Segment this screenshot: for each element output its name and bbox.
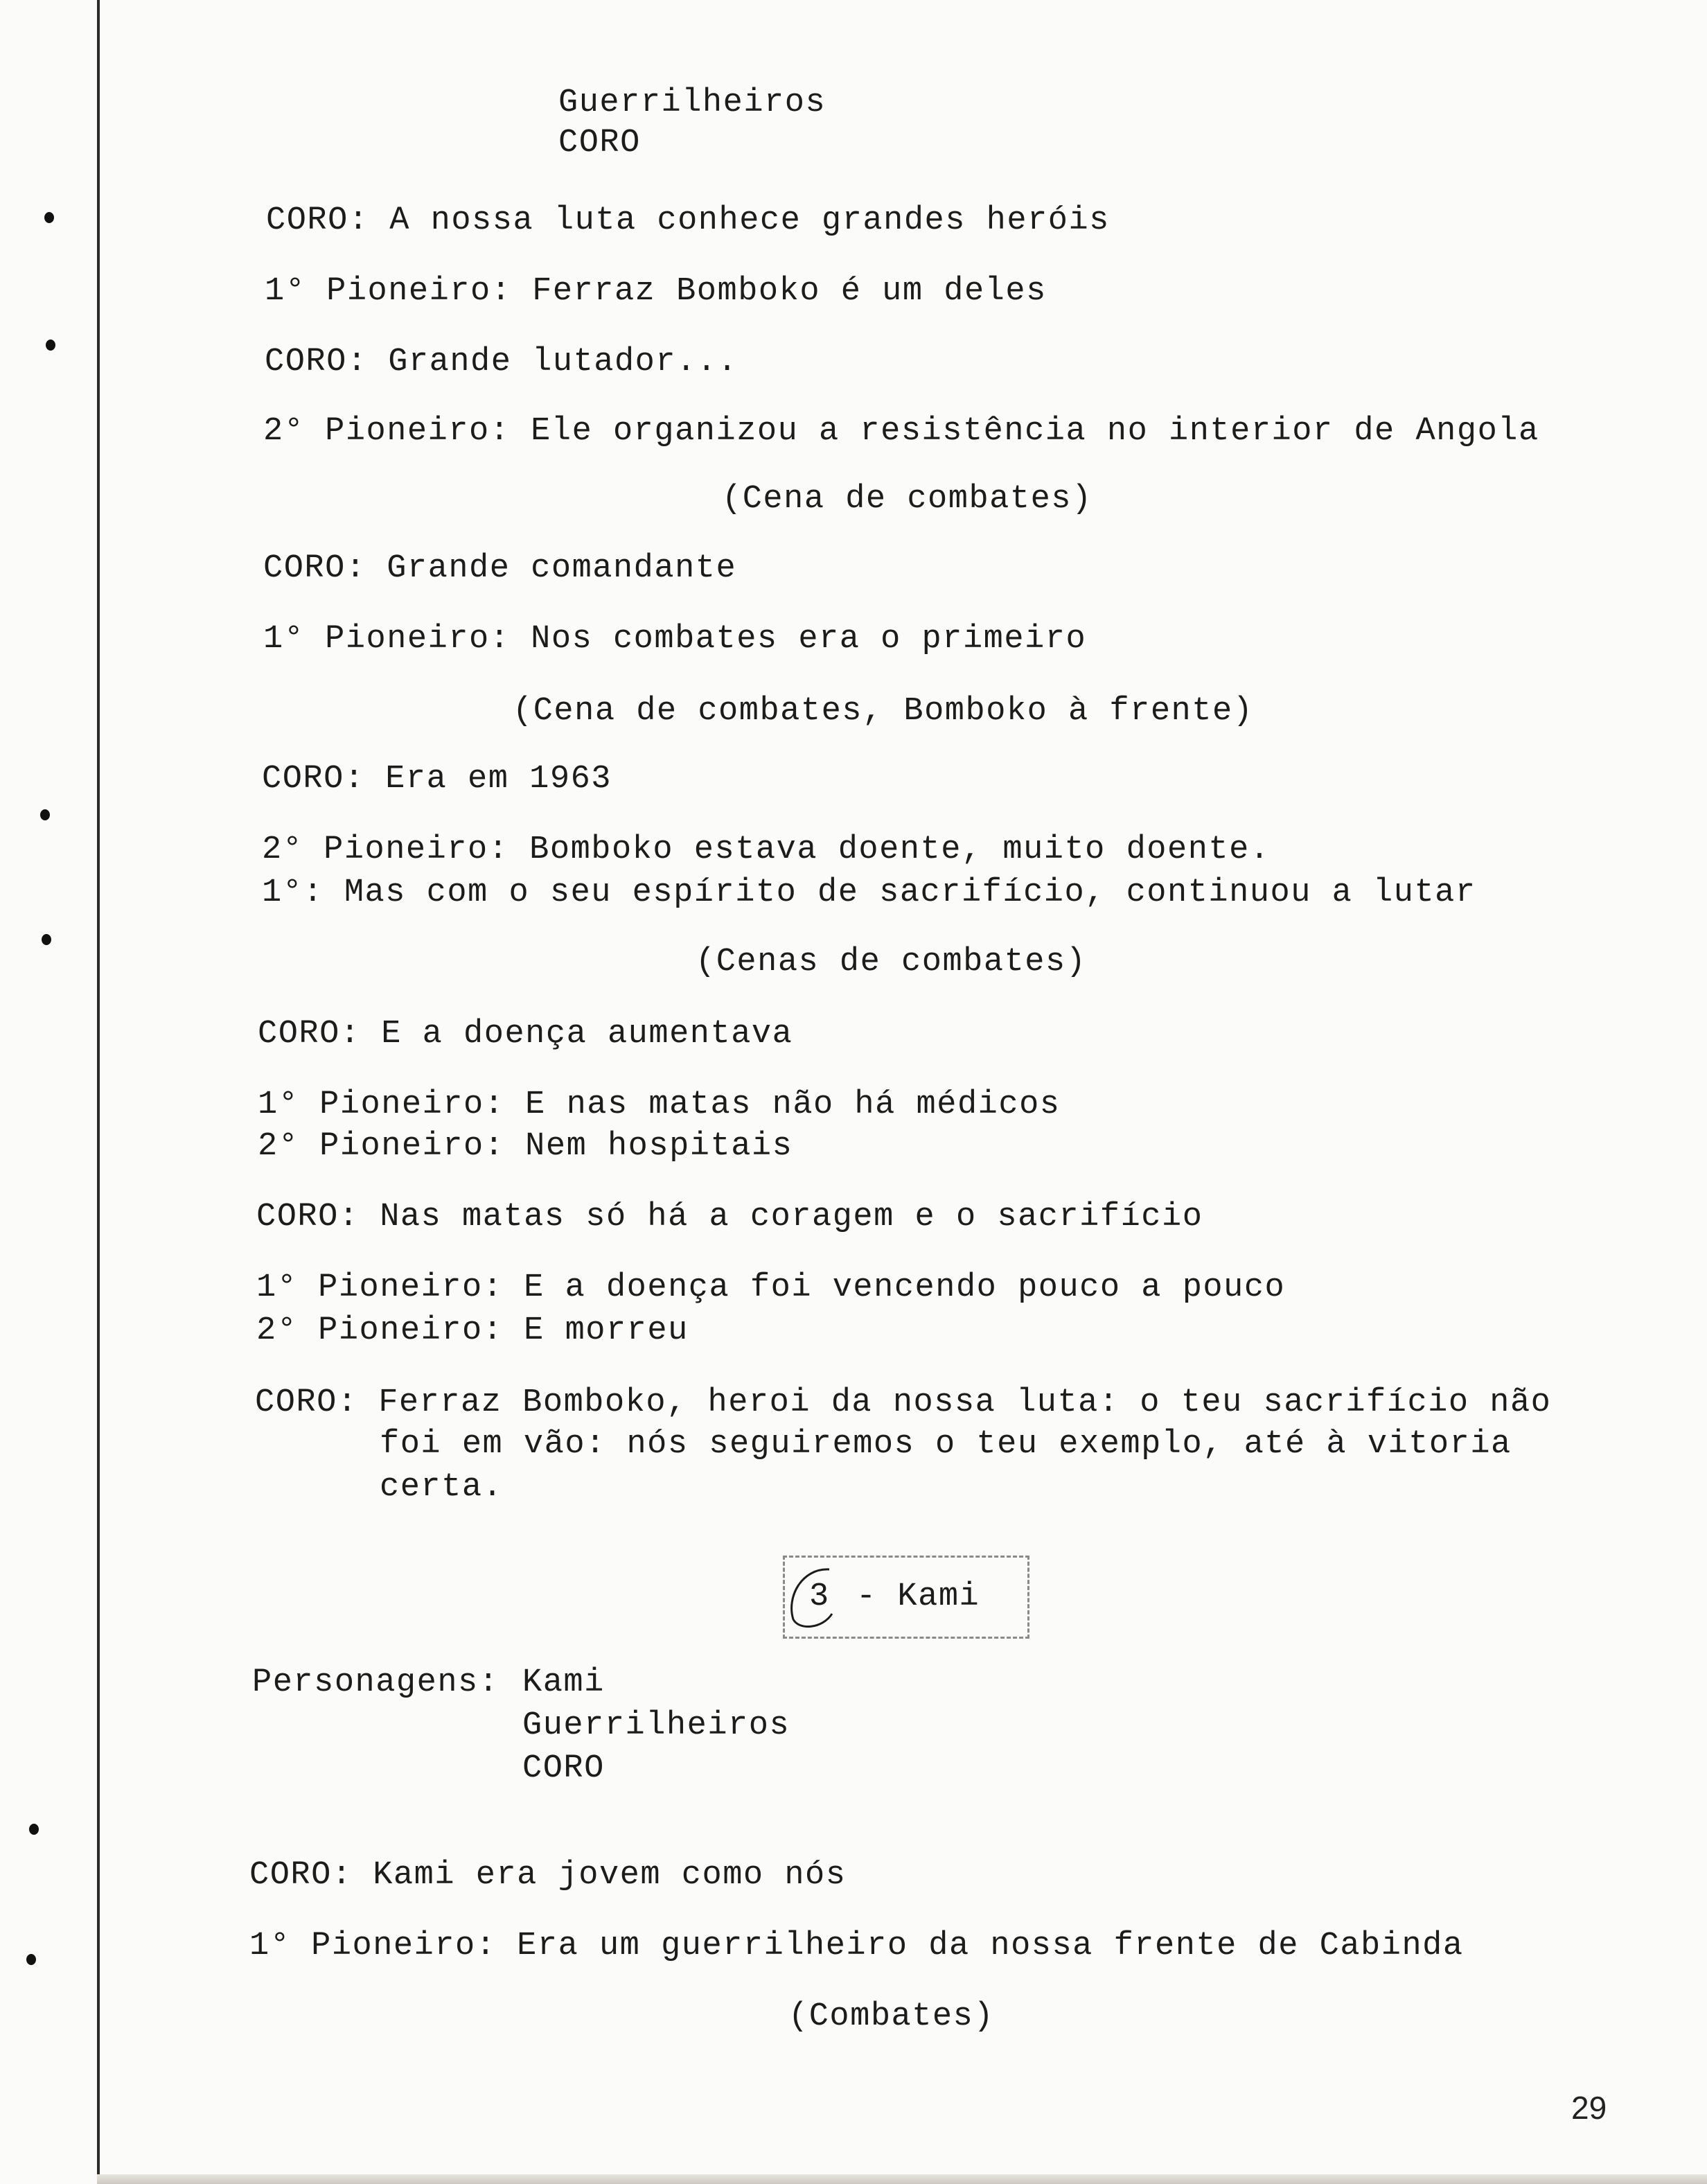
dialogue-line: 2° Pioneiro: Nem hospitais — [258, 1128, 793, 1165]
dialogue-line: CORO: E a doença aumentava — [258, 1016, 793, 1053]
dialogue-line: CORO: Era em 1963 — [262, 761, 612, 798]
dialogue-line: CORO: Grande comandante — [263, 550, 737, 587]
stage-direction: (Cena de combates) — [722, 481, 1093, 518]
punch-mark — [44, 212, 54, 223]
dialogue-line: 2° Pioneiro: Ele organizou a resistência no interior de Angola — [263, 413, 1539, 450]
punch-mark — [26, 1954, 36, 1965]
cast-item: CORO — [558, 125, 641, 161]
page-bottom-edge — [97, 2174, 1707, 2184]
dialogue-line: CORO: Ferraz Bomboko, heroi da nossa luta: o teu sacrifício não — [255, 1384, 1552, 1421]
left-margin-rule — [97, 0, 100, 2184]
dialogue-line: 2° Pioneiro: Bomboko estava doente, muito doente. — [262, 831, 1271, 868]
dialogue-line: 1°: Mas com o seu espírito de sacrifício, continuou a lutar — [262, 874, 1476, 911]
personagem-item: Guerrilheiros — [522, 1707, 790, 1744]
dialogue-line: 1° Pioneiro: E nas matas não há médicos — [258, 1086, 1061, 1123]
dialogue-line: 1° Pioneiro: Nos combates era o primeiro — [263, 621, 1087, 658]
stage-direction: (Combates) — [788, 1998, 995, 2035]
punch-mark — [42, 934, 51, 945]
section-title: - Kami — [856, 1578, 980, 1615]
punch-mark — [46, 340, 55, 351]
punch-mark — [40, 809, 50, 820]
stage-direction: (Cenas de combates) — [696, 944, 1087, 980]
dialogue-line-continuation: certa. — [380, 1469, 504, 1506]
dialogue-line: 1° Pioneiro: Era um guerrilheiro da nossa frente de Cabinda — [249, 1928, 1464, 1964]
dialogue-line: CORO: Nas matas só há a coragem e o sacrifício — [256, 1199, 1203, 1235]
personagens-label: Personagens: — [252, 1664, 499, 1701]
personagem-item: CORO — [522, 1750, 605, 1787]
section-number: 3 — [809, 1578, 830, 1615]
personagem-item: Kami — [522, 1664, 605, 1701]
dialogue-line: CORO: A nossa luta conhece grandes heróis — [266, 202, 1110, 239]
dialogue-line-continuation: foi em vão: nós seguiremos o teu exemplo, até à vitoria — [380, 1426, 1512, 1463]
page-number: 29 — [1571, 2090, 1607, 2126]
punch-mark — [29, 1824, 39, 1835]
cast-item: Guerrilheiros — [558, 85, 826, 121]
dialogue-line: CORO: Kami era jovem como nós — [249, 1857, 847, 1894]
stage-direction: (Cena de combates, Bomboko à frente) — [513, 693, 1254, 730]
dialogue-line: 2° Pioneiro: E morreu — [256, 1312, 689, 1349]
dialogue-line: CORO: Grande lutador... — [265, 344, 738, 380]
dialogue-line: 1° Pioneiro: Ferraz Bomboko é um deles — [265, 273, 1047, 310]
dialogue-line: 1° Pioneiro: E a doença foi vencendo pouco a pouco — [256, 1269, 1286, 1306]
